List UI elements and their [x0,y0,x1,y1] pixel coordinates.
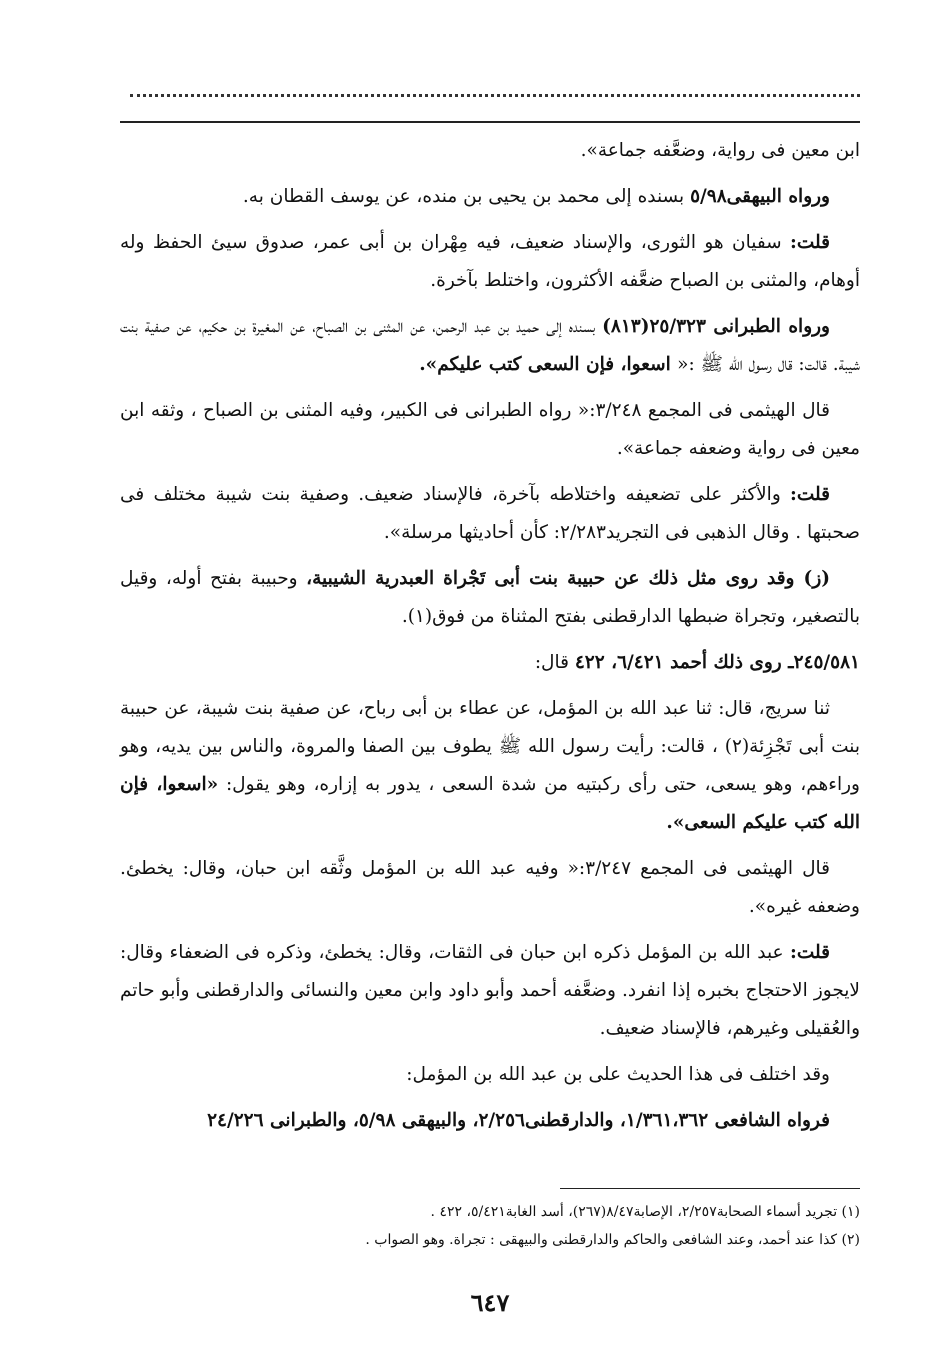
paragraph-7-text: وحبيبة بفتح أوله، وقيل بالتصغير، وتجراة ضبطها الدارقطنى بفتح المثناة من فوق(١). [120,568,860,627]
paragraph-5 [120,392,860,468]
paragraph-12 [120,1056,860,1094]
paragraph-3 [120,224,860,300]
paragraph-12-text: وقد اختلف فى هذا الحديث على بن عبد الله بن المؤمل: [406,1064,830,1085]
paragraph-11-text: عبد الله بن المؤمل ذكره ابن حبان فى الثقات، وقال: يخطئ، وذكره فى الضعفاء وقال: لايجوز الاحتجاج بخبره إذا انفرد. وضعَّفه أحمد وأبو داود وابن معين والنسائى والدارقطنى وأبو حاتم والعُقيلى وغيرهم، فالإسناد ضعيف. [120,942,860,1039]
paragraph-4-text: بسنده إلى حميد بن عبد الرحمن، عن المثنى بن الصباح، عن المغيرة بن حكيم، عن صفية بنت شيبة. قالت: قال رسول الله ﷺ :« [120,316,860,375]
paragraph-3-lead: قلت: [790,232,830,253]
page-number: ٦٤٧ [470,1288,510,1317]
paragraph-10-text: قال الهيثمى فى المجمع ٣/٢٤٧:« وفيه عبد الله بن المؤمل وثَّقه ابن حبان، وقال: يخطئ. وضعفه غيره». [120,858,860,917]
paragraph-7-lead: (ز) وقد روى مثل ذلك عن حبيبة بنت أبى تَجْراة العبدرية الشيبية، [306,568,831,589]
header-solid-rule [120,121,860,123]
paragraph-8-text: قال: [534,652,575,673]
paragraph-9 [120,690,860,842]
paragraph-6-text: والأكثر على تضعيفه واختلاطه بآخرة، فالإسناد ضعيف. وصفية بنت شيبة مختلف فى صحبتها . وقال الذهبى فى التجريد٢/٢٨٣: كأن أحاديثها مرسلة». [120,484,860,543]
paragraph-6 [120,476,860,552]
paragraph-2-text: بسنده إلى محمد بن يحيى بن منده، عن يوسف القطان به. [242,186,691,207]
paragraph-13 [120,1102,860,1140]
paragraph-7 [120,560,860,636]
hadith-number-heading: ٢٤٥/٥٨١ـ روى ذلك أحمد ٦/٤٢١، ٤٢٢ [574,652,860,673]
footnote-1: (١) تجريد أسماء الصحابة٢/٢٥٧، الإصابة٨/٤٧(٢٦٧)، أسد الغابة٥/٤٢١، ٤٢٢ . [430,1204,860,1220]
paragraph-11-lead: قلت: [790,942,830,963]
paragraph-9-hadith: «اسعوا، فإن الله كتب عليكم السعى». [120,774,860,833]
paragraph-1-text: ابن معين فى رواية، وضعَّفه جماعة». [580,140,860,161]
main-text [120,132,860,1148]
book-page [120,0,860,1370]
footnotes [120,1198,860,1254]
paragraph-2 [120,178,860,216]
header-dotted-rule [130,94,860,97]
paragraph-9-text: ثنا سريج، قال: ثنا عبد الله بن المؤمل، عن عطاء بن أبى رباح، عن صفية بنت شيبة، عن حبيبة بنت أبى تَجْزِئة(٢) ، قالت: رأيت رسول الله ﷺ يطوف بين الصفا والمروة، والناس بين يديه، وهو وراءهم، وهو يسعى، حتى رأى ركبتيه من شدة السعى ، يدور به إزاره، وهو يقول: [120,698,860,795]
paragraph-11 [120,934,860,1048]
paragraph-1 [120,132,860,170]
footnote-2: (٢) كذا عند أحمد، وعند الشافعى والحاكم والدارقطنى والبيهقى : تجراة. وهو الصواب . [365,1232,860,1248]
paragraph-10 [120,850,860,926]
paragraph-2-lead: ورواه البيهقى٥/٩٨ [690,186,830,207]
paragraph-8 [120,644,860,682]
paragraph-4-lead: ورواه الطبرانى ٢٥/٣٢٣(٨١٣) [602,316,830,337]
footnote-separator [560,1188,860,1189]
paragraph-5-text: قال الهيثمى فى المجمع ٣/٢٤٨:« رواه الطبرانى فى الكبير، وفيه المثنى بن الصباح ، وثقه ابن معين فى رواية وضعفه جماعة». [120,400,860,459]
paragraph-6-lead: قلت: [790,484,830,505]
paragraph-4-hadith: اسعوا، فإن السعى كتب عليكم». [419,354,678,375]
paragraph-4 [120,308,860,384]
paragraph-3-text: سفيان هو الثورى، والإسناد ضعيف، فيه مِهْران بن أبى عمر، صدوق سيئ الحفظ وله أوهام، والمثنى بن الصباح ضعَّفه الأكثرون، واختلط بآخرة. [120,232,860,291]
paragraph-13-text: فرواه الشافعى ١/٣٦١،٣٦٢، والدارقطنى٢/٢٥٦، والبيهقى ٥/٩٨، والطبرانى ٢٤/٢٢٦ [207,1110,830,1131]
